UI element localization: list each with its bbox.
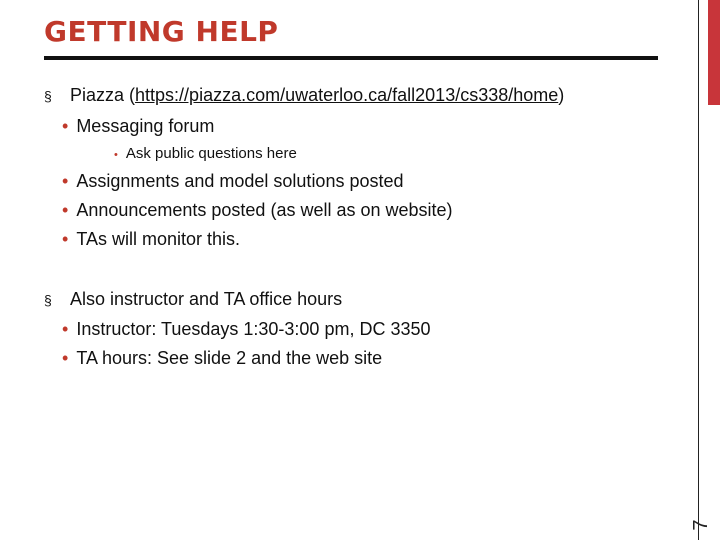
slide-title: GETTING HELP (44, 15, 279, 48)
right-divider-line (698, 0, 699, 540)
bullet-ask-questions (114, 146, 297, 161)
bullet-tas-monitor (62, 230, 240, 248)
round-bullet-icon: • (62, 348, 69, 368)
square-bullet-icon: § (44, 292, 52, 308)
sidebar-accent-bar (708, 0, 720, 105)
bullet-instructor-hours (62, 320, 431, 338)
bullet-ta-hours (62, 349, 382, 367)
instructor-hours-text: Instructor: Tuesdays 1:30-3:00 pm, DC 3350 (76, 319, 431, 339)
bullet-piazza (44, 86, 564, 104)
office-hours-text: Also instructor and TA office hours (70, 289, 343, 309)
round-bullet-icon: • (62, 200, 69, 220)
piazza-link[interactable]: https://piazza.com/uwaterloo.ca/fall2013/cs338/home (135, 85, 559, 105)
bullet-messaging-forum (62, 117, 214, 135)
announcements-text: Announcements posted (as well as on website) (76, 200, 453, 220)
bullet-announcements (62, 201, 453, 219)
square-bullet-icon: § (44, 88, 52, 104)
piazza-label-close: ) (558, 85, 565, 105)
title-underline (44, 56, 658, 60)
bullet-assignments (62, 172, 404, 190)
messaging-forum-text: Messaging forum (76, 116, 215, 136)
piazza-label: Piazza ( (70, 85, 136, 105)
round-bullet-icon: • (62, 229, 69, 249)
bullet-office-hours (44, 290, 342, 308)
round-bullet-icon: • (114, 149, 118, 161)
tas-monitor-text: TAs will monitor this. (76, 229, 241, 249)
ta-hours-text: TA hours: See slide 2 and the web site (76, 348, 383, 368)
round-bullet-icon: • (62, 171, 69, 191)
assignments-text: Assignments and model solutions posted (76, 171, 404, 191)
round-bullet-icon: • (62, 116, 69, 136)
ask-questions-text: Ask public questions here (125, 145, 297, 162)
round-bullet-icon: • (62, 319, 69, 339)
slide-number: 7 (690, 519, 712, 531)
